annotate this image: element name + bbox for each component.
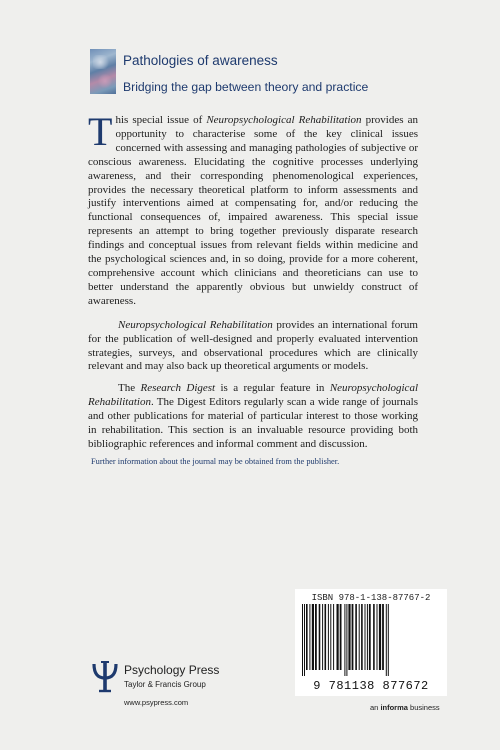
blurb-body xyxy=(88,109,419,452)
book-subtitle: Bridging the gap between theory and practice xyxy=(123,80,369,94)
isbn-barcode xyxy=(295,589,447,696)
blurb-paragraph-3: The Research Digest is a regular feature in Neuropsychological Rehabilitation. The Digest Editors regularly scan a wide range of journals and other publications for material of particular interest to those working in rehabilitation. This section is an invaluable resource providing both bibliographic references and informal comment and discussion. xyxy=(88,382,419,450)
psychology-press-psi-icon xyxy=(90,660,120,694)
book-title: Pathologies of awareness xyxy=(123,53,278,68)
barcode-bars xyxy=(301,604,441,676)
blurb-paragraph-2: Neuropsychological Rehabilitation provides an international forum for the publication of well-designed and properly evaluated intervention strategies, surveys, and observational procedures which are clinically relevant and may also back up theoretical arguments or models. xyxy=(88,318,418,373)
cover-thumbnail-image xyxy=(90,49,116,94)
publisher-url: www.psypress.com xyxy=(124,698,189,707)
informa-business-line: an informa business xyxy=(370,703,440,712)
blurb-paragraph-1: This special issue of Neuropsychological Rehabilitation provides an opportunity to characterise some of the key clinical issues concerned with assessing and managing pathologies of subjective or conscious awareness. Elucidating the cognitive processes underlying awareness, and their corresponding phenomenological experiences, provides the necessary theoretical platform to inform assessments and justify interventions aimed at compensating for, and/or reducing the functional consequences of, impaired awareness. This special issue represents an attempt to bring together previously disparate research findings and conceptual issues from relevant fields within medicine and the psychological sciences and, in so doing, provide for a more coherent, comprehensive account which clinicians and theoreticians can use to better understand the apparently obvious but unwieldy construct of awareness. xyxy=(88,109,418,307)
isbn-label: ISBN 978-1-138-87767-2 xyxy=(311,593,431,603)
informa-brand: informa xyxy=(380,703,408,712)
barcode-digits: 9 781138 877672 xyxy=(313,679,429,693)
drop-cap: T xyxy=(88,109,113,154)
publisher-info-line: Further information about the journal may be obtained from the publisher. xyxy=(91,457,340,466)
publisher-group: Taylor & Francis Group xyxy=(124,680,206,689)
publisher-name: Psychology Press xyxy=(124,663,220,677)
